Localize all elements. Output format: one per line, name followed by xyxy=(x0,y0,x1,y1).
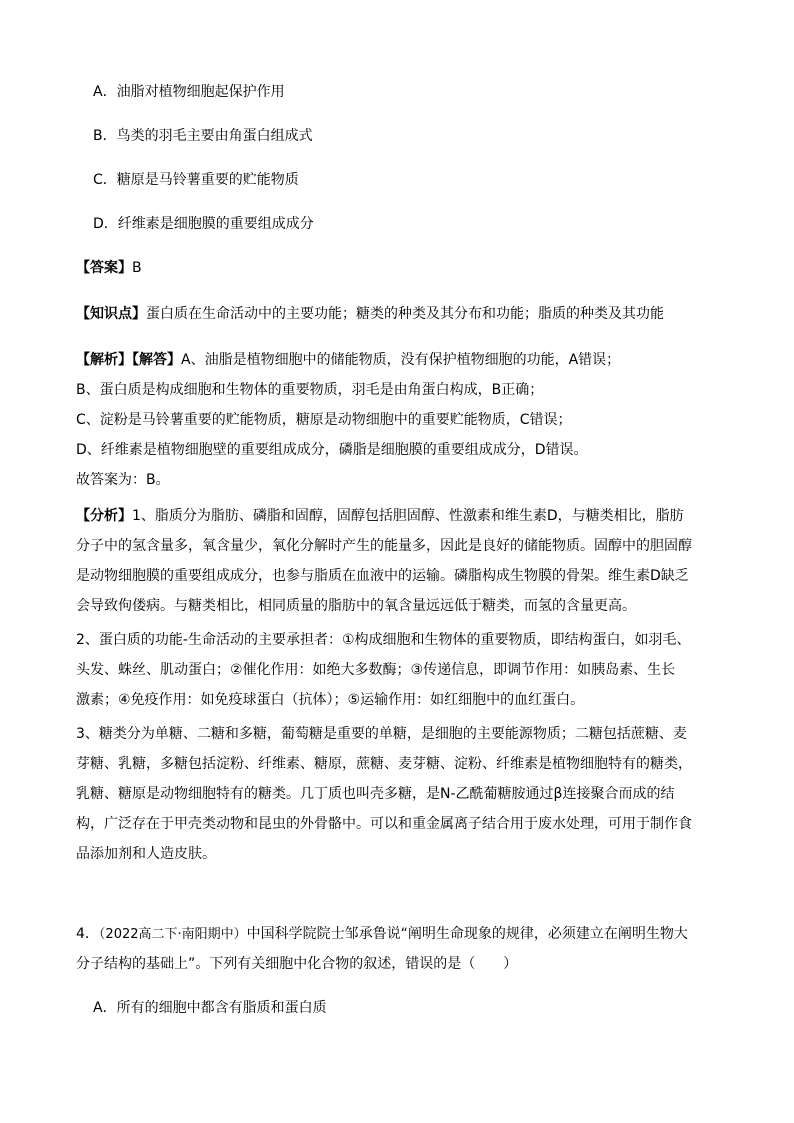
fenxi-line-7: 激素；④免疫作用：如免疫球蛋白（抗体）；⑤运输作用：如红细胞中的血红蛋白。 xyxy=(76,692,585,708)
fenxi-line-9: 芽糖、乳糖，多糖包括淀粉、纤维素、糖原，蔗糖、麦芽糖、淀粉、纤维素是植物细胞特有的糖类， xyxy=(76,756,692,772)
question-4-line-1 xyxy=(76,924,728,945)
fenxi-line-6: 头发、蛛丝、肌动蛋白；②催化作用：如绝大多数酶；③传递信息，即调节作用：如胰岛素、生长 xyxy=(76,662,676,678)
analysis-line-4: D、纤维素是植物细胞壁的重要组成成分，磷脂是细胞膜的重要组成成分，D错误。 xyxy=(76,442,588,458)
fenxi-label: 【分析】 xyxy=(76,508,132,524)
answer-value: B xyxy=(132,260,142,276)
analysis-line-1 xyxy=(76,350,620,370)
option-d: D．纤维素是细胞膜的重要组成成分 xyxy=(93,216,314,232)
option-c: C．糖原是马铃薯重要的贮能物质 xyxy=(93,172,299,188)
question-source: （2022高二下·南阳期中） xyxy=(98,927,247,942)
answer-label: 【答案】 xyxy=(76,260,132,276)
analysis-line-2: B、蛋白质是构成细胞和生物体的重要物质，羽毛是由角蛋白构成，B正确； xyxy=(76,382,544,398)
fenxi-line-2: 分子中的氢含量多，氧含量少，氧化分解时产生的能量多，因此是良好的储能物质。固醇中的胆固醇 xyxy=(76,538,692,554)
analysis-line-3: C、淀粉是马铃薯重要的贮能物质，糖原是动物细胞中的重要贮能物质，C错误； xyxy=(76,412,572,428)
answer-summary: 故答案为：B。 xyxy=(76,472,170,488)
question-stem-2: 分子结构的基础上”。下列有关细胞中化合物的叙述，错误的是（ ） xyxy=(76,956,518,972)
fenxi-line-12: 品添加剂和人造皮肤。 xyxy=(76,846,216,862)
fenxi-line-11: 构，广泛存在于甲壳类动物和昆虫的外骨骼中。可以和重金属离子结合用于废水处理，可用于制作食 xyxy=(76,816,692,832)
option-b: B．鸟类的羽毛主要由角蛋白组成式 xyxy=(93,128,313,144)
fenxi-line-1 xyxy=(76,506,728,526)
fenxi-line-4: 会导致佝偻病。与糖类相比，相同质量的脂肪中的氧含量远远低于糖类，而氢的含量更高。 xyxy=(76,598,636,614)
knowledge-line xyxy=(76,304,664,324)
analysis-label: 【解析】【解答】 xyxy=(76,352,181,368)
fenxi-line-3: 是动物细胞膜的重要组成成分，也参与脂质在血液中的运输。磷脂构成生物膜的骨架。维生素D缺乏 xyxy=(76,568,689,584)
fenxi-line-8: 3、糖类分为单糖、二糖和多糖，葡萄糖是重要的单糖，是细胞的主要能源物质；二糖包括蔗糖、麦 xyxy=(76,726,687,742)
question-number: 4． xyxy=(76,926,99,942)
question-4-option-a: A．所有的细胞中都含有脂质和蛋白质 xyxy=(93,1000,327,1016)
fenxi-line-5: 2、蛋白质的功能-生命活动的主要承担者：①构成细胞和生物体的重要物质，即结构蛋白，如羽毛、 xyxy=(76,632,691,648)
knowledge-label: 【知识点】 xyxy=(76,306,146,322)
answer-line xyxy=(76,258,142,278)
fenxi-line-10: 乳糖、糖原是动物细胞特有的糖类。几丁质也叫壳多糖，是N-乙酰葡糖胺通过β连接聚合而成的结 xyxy=(76,786,675,802)
option-a: A．油脂对植物细胞起保护作用 xyxy=(93,84,285,100)
question-stem-1: 中国科学院院士邹承鲁说“阐明生命现象的规律，必须建立在阐明生物大 xyxy=(246,926,688,942)
knowledge-text: 蛋白质在生命活动中的主要功能；糖类的种类及其分布和功能；脂质的种类及其功能 xyxy=(146,306,664,322)
fenxi-text-1: 1、脂质分为脂肪、磷脂和固醇，固醇包括胆固醇、性激素和维生素D，与糖类相比，脂肪 xyxy=(132,508,684,524)
analysis-text-1: A、油脂是植物细胞中的储能物质，没有保护植物细胞的功能，A错误； xyxy=(181,352,621,368)
